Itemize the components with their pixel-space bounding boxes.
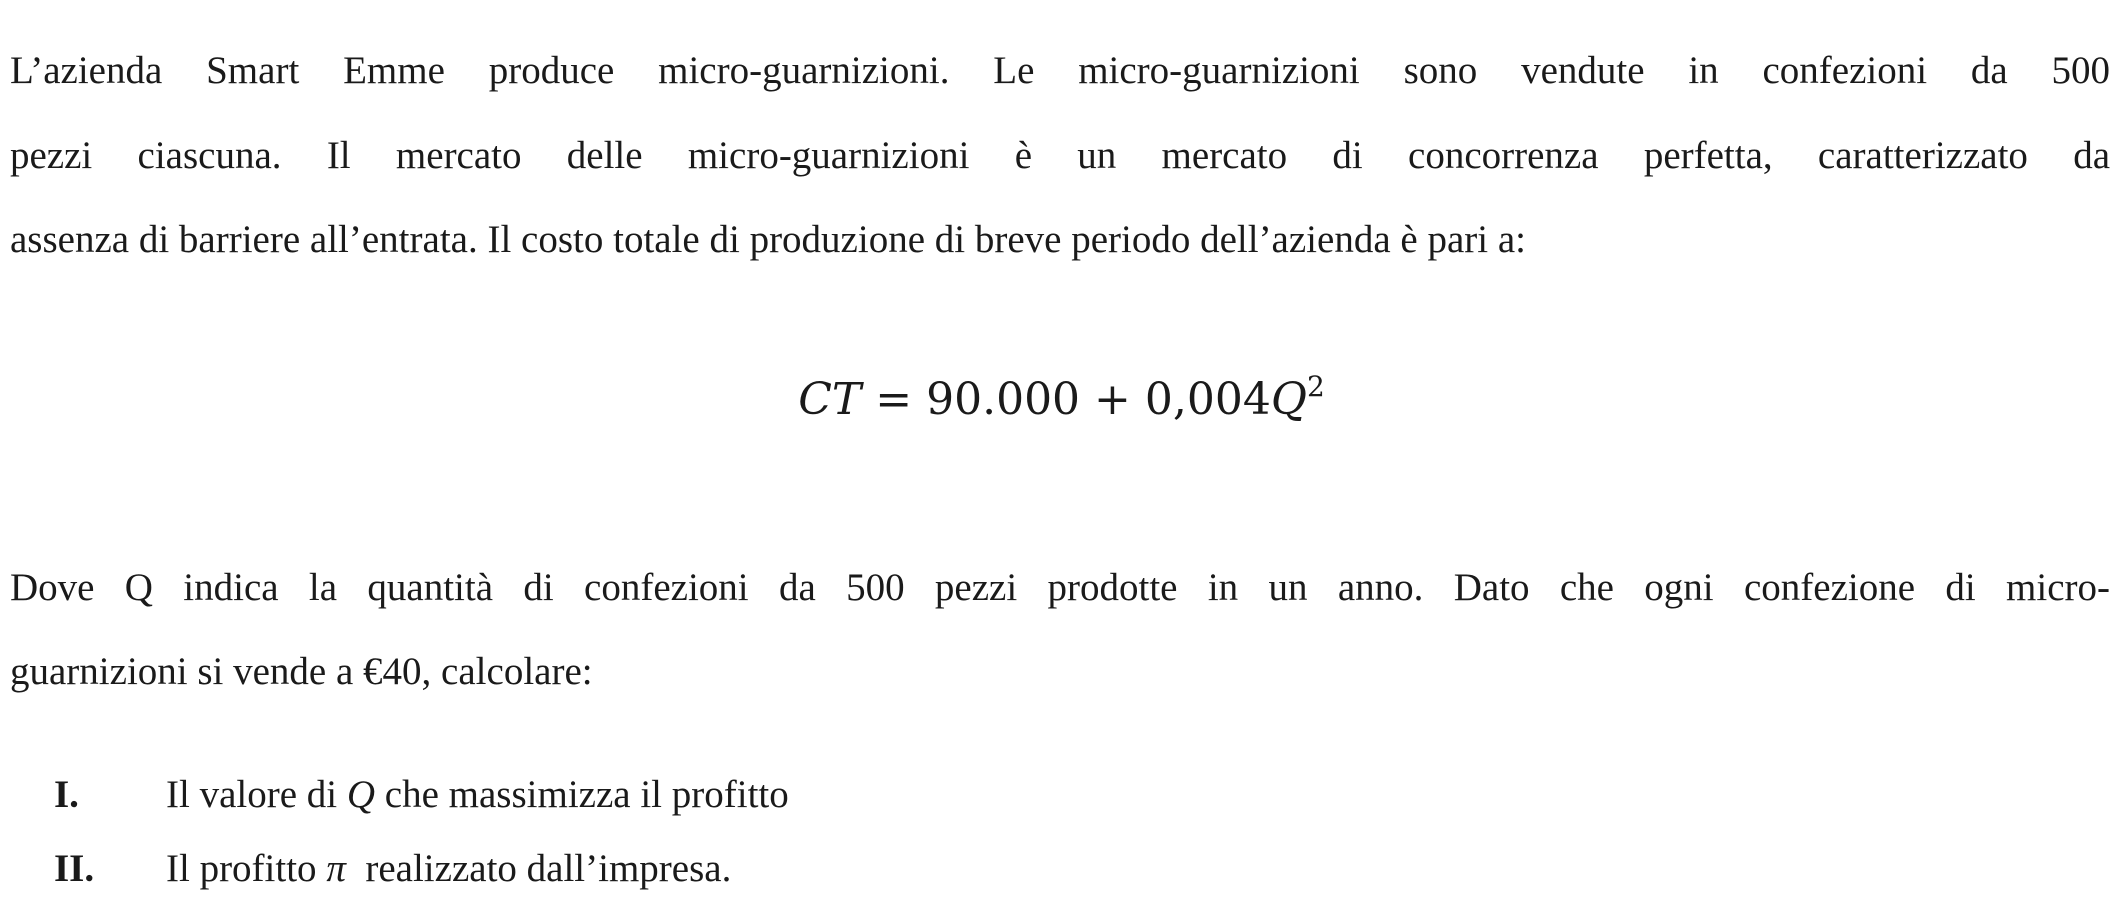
formula-lhs: CT [798, 374, 862, 425]
question-symbol: π [326, 847, 346, 890]
question-marker: II. [54, 847, 95, 890]
body-line-2: guarnizioni si vende a €40, calcolare: [10, 650, 593, 693]
question-text-before: Il valore di [166, 773, 347, 816]
question-item-2 [54, 845, 731, 893]
question-text-after: che massimizza il profitto [375, 773, 789, 816]
body-line-1: Dove Q indica la quantità di confezioni da 500 pezzi prodotte in un anno. Dato che ogni confezione di micro- [10, 566, 2110, 609]
formula-variable: Q [1270, 374, 1307, 425]
question-symbol: Q [346, 773, 376, 816]
question-item-1 [54, 771, 789, 819]
formula-exponent: 2 [1306, 370, 1325, 403]
total-cost-formula [0, 370, 2123, 430]
question-text-before: Il profitto [166, 847, 327, 890]
question-marker: I. [54, 773, 79, 816]
formula-equals: = [861, 374, 927, 425]
question-text-after: realizzato dall’impresa. [345, 847, 732, 890]
formula-constant: 90.000 + 0,004 [926, 374, 1271, 425]
intro-line-2: pezzi ciascuna. Il mercato delle micro-guarnizioni è un mercato di concorrenza perfetta, caratterizzato da [10, 134, 2110, 177]
intro-line-3: assenza di barriere all’entrata. Il costo totale di produzione di breve periodo dell’azienda è pari a: [10, 218, 1526, 261]
intro-line-1: L’azienda Smart Emme produce micro-guarnizioni. Le micro-guarnizioni sono vendute in confezioni da 500 [10, 49, 2110, 92]
